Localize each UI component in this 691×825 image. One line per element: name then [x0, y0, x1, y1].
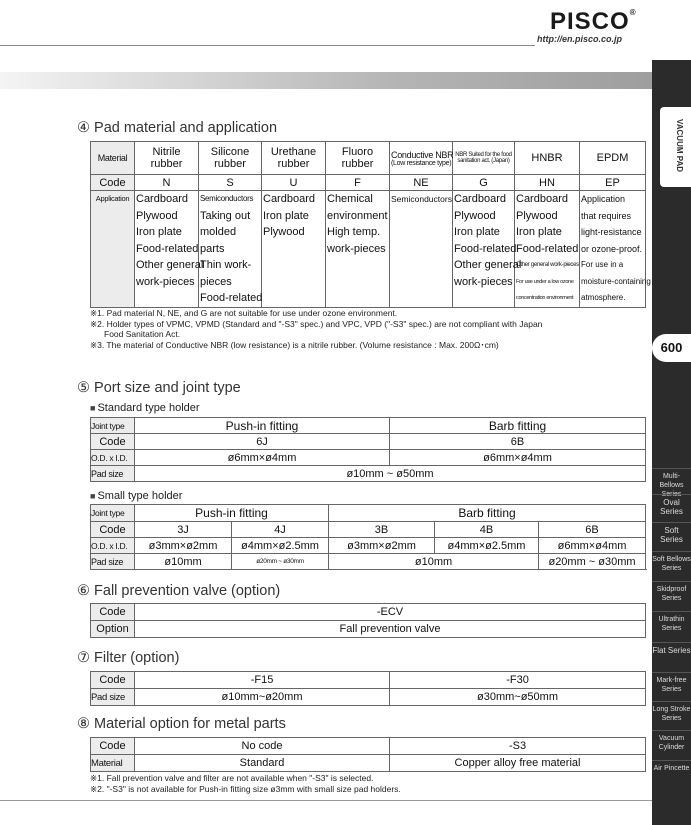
fall-prevention-table: [90, 603, 646, 638]
od-cell: ø4mm×ø2.5mm: [232, 538, 329, 554]
material-cell: Copper alloy free material: [390, 755, 646, 772]
pisco-logo: PISCO®: [550, 8, 637, 35]
material-option-table: [90, 737, 646, 772]
material-header: Material: [91, 142, 135, 175]
code-label: Code: [91, 175, 135, 191]
sidebar-item-multi-bellows[interactable]: Multi-Bellows Series: [652, 468, 691, 494]
code-cell: 6J: [135, 434, 390, 450]
pad-size-cell: ø20mm ~ ø30mm: [539, 554, 646, 570]
code-cell: -S3: [390, 738, 646, 755]
od-cell: ø6mm×ø4mm: [539, 538, 646, 554]
material-cell: Standard: [135, 755, 390, 772]
od-id-label: O.D. x I.D.: [91, 538, 135, 554]
pad-material-table: [90, 141, 651, 308]
sidebar-item-soft-bellows[interactable]: Soft Bellows Series: [652, 551, 691, 577]
option-label: Option: [91, 621, 135, 638]
pad-size-cell: ø10mm: [135, 554, 232, 570]
code-cell: 6B: [390, 434, 646, 450]
header-divider: [0, 45, 535, 46]
sidebar-item-long-stroke[interactable]: Long Stroke Series: [652, 701, 691, 729]
sidebar-tab-label: VACUUM PAD: [675, 119, 684, 173]
pad-size-cell: ø30mm~ø50mm: [390, 689, 646, 706]
code-cell: 3B: [329, 522, 435, 538]
code-cell: 3J: [135, 522, 232, 538]
code-label: Code: [91, 672, 135, 689]
sidebar-item-ultrathin[interactable]: Ultrathin Series: [652, 611, 691, 639]
code-label: Code: [91, 738, 135, 755]
conductive-nbr-header: Conductive NBR (Low resistance type): [390, 142, 453, 175]
sidebar-item-mark-free[interactable]: Mark-free Series: [652, 672, 691, 700]
code-cell: No code: [135, 738, 390, 755]
silicone-header: Silicone rubber: [199, 142, 262, 175]
code-label: Code: [91, 434, 135, 450]
code-cell: F: [326, 175, 390, 191]
pad-size-cell: ø10mm: [329, 554, 539, 570]
application-cell: Cardboard Plywood Iron plate Food-related Other general work-pieces: [453, 191, 515, 308]
application-cell: Cardboard Plywood Iron plate Food-related Other general work-pieces: [135, 191, 199, 308]
sidebar-tab-vacuum-pad[interactable]: [660, 107, 691, 187]
website-url[interactable]: http://en.pisco.co.jp: [537, 34, 622, 44]
nbr-food-header: NBR Suited for the food sanitation act. (Japan): [453, 142, 515, 175]
joint-type-label: Joint type: [91, 418, 135, 434]
code-cell: 4B: [435, 522, 539, 538]
joint-type-label: Joint type: [91, 505, 135, 522]
barb-fitting-header: Barb fitting: [390, 418, 646, 434]
subtitle-standard-holder: ■ Standard type holder: [90, 402, 200, 414]
code-cell: HN: [515, 175, 580, 191]
section-title-port-size: ⑤ Port size and joint type: [77, 380, 241, 396]
hnbr-header: HNBR: [515, 142, 580, 175]
sidebar-item-air-pincette[interactable]: Air Pincette: [652, 760, 691, 788]
code-cell: -F15: [135, 672, 390, 689]
sidebar-item-oval[interactable]: Oval Series: [652, 494, 691, 520]
pad-size-label: Pad size: [91, 689, 135, 706]
application-label: Application: [91, 191, 135, 308]
fluoro-header: Fluoro rubber: [326, 142, 390, 175]
code-cell: -F30: [390, 672, 646, 689]
application-cell: Cardboard Iron plate Plywood: [262, 191, 326, 308]
application-cell: Cardboard Plywood Iron plate Food-related Other general work-pieces For use under a low ozone concentration environment: [515, 191, 580, 308]
section-title-fall-prevention: ⑥ Fall prevention valve (option): [77, 583, 281, 599]
pad-size-cell: ø10mm~ø20mm: [135, 689, 390, 706]
material-label: Material: [91, 755, 135, 772]
section-title-material-option: ⑧ Material option for metal parts: [77, 716, 286, 732]
application-cell: Chemical environment High temp. work-pieces: [326, 191, 390, 308]
standard-holder-table: [90, 417, 646, 482]
sidebar-item-flat[interactable]: Flat Series: [652, 642, 691, 670]
code-cell: 4J: [232, 522, 329, 538]
option-cell: Fall prevention valve: [135, 621, 646, 638]
application-cell: Semiconductors: [390, 191, 453, 308]
pad-size-label: Pad size: [91, 554, 135, 570]
pad-size-label: Pad size: [91, 466, 135, 482]
code-label: Code: [91, 522, 135, 538]
pad-size-cell: ø20mm ~ ø30mm: [232, 554, 329, 570]
urethane-header: Urethane rubber: [262, 142, 326, 175]
footer-divider: [0, 800, 652, 801]
code-cell: NE: [390, 175, 453, 191]
section-title-filter: ⑦ Filter (option): [77, 650, 180, 666]
code-cell: EP: [580, 175, 646, 191]
sidebar-item-vacuum-cylinder[interactable]: Vacuum Cylinder: [652, 730, 691, 758]
code-cell: G: [453, 175, 515, 191]
application-cell: Application that requires light-resistance or ozone-proof. For use in a moisture-containing atmosphere.: [580, 191, 646, 308]
od-id-label: O.D. x I.D.: [91, 450, 135, 466]
pad-size-cell: ø10mm ~ ø50mm: [135, 466, 646, 482]
push-in-fitting-header: Push-in fitting: [135, 505, 329, 522]
barb-fitting-header: Barb fitting: [329, 505, 646, 522]
od-cell: ø3mm×ø2mm: [329, 538, 435, 554]
code-cell: -ECV: [135, 604, 646, 621]
sidebar-item-skidproof[interactable]: Skidproof Series: [652, 581, 691, 609]
application-cell: Semiconductors Taking out molded parts Thin work- pieces Food-related: [199, 191, 262, 308]
application-row: [91, 191, 646, 308]
code-cell: N: [135, 175, 199, 191]
material-option-notes: ※1. Fall prevention valve and filter are not available when "-S3" is selected. ※2. "-S3" is not available for Push-in fitting size ø3mm with small size pad holders.: [90, 773, 401, 794]
code-cell: U: [262, 175, 326, 191]
small-holder-table: [90, 504, 646, 570]
od-cell: ø3mm×ø2mm: [135, 538, 232, 554]
code-cell: S: [199, 175, 262, 191]
section-title-pad-material: ④ Pad material and application: [77, 120, 278, 136]
subtitle-small-holder: ■ Small type holder: [90, 490, 182, 502]
code-row: [91, 175, 646, 191]
material-notes: ※1. Pad material N, NE, and G are not suitable for use under ozone environment. ※2. Holder types of VPMC, VPMD (Standard and "-S3" spec.) and VPC, VPD ("-S3" spec.) are not compliant with Japan Food Sanitation Act. ※3. The material of Conductive NBR (low resistance) is a nitrile rubber. (Volume resistance : Max. 200Ω･cm): [90, 308, 543, 350]
od-cell: ø6mm×ø4mm: [135, 450, 390, 466]
push-in-fitting-header: Push-in fitting: [135, 418, 390, 434]
code-cell: 6B: [539, 522, 646, 538]
page-number: 600: [652, 334, 691, 362]
code-label: Code: [91, 604, 135, 621]
header-gradient-band: [0, 72, 652, 89]
epdm-header: EPDM: [580, 142, 646, 175]
nitrile-header: Nitrile rubber: [135, 142, 199, 175]
filter-table: [90, 671, 646, 706]
od-cell: ø4mm×ø2.5mm: [435, 538, 539, 554]
od-cell: ø6mm×ø4mm: [390, 450, 646, 466]
sidebar-item-soft[interactable]: Soft Series: [652, 522, 691, 548]
